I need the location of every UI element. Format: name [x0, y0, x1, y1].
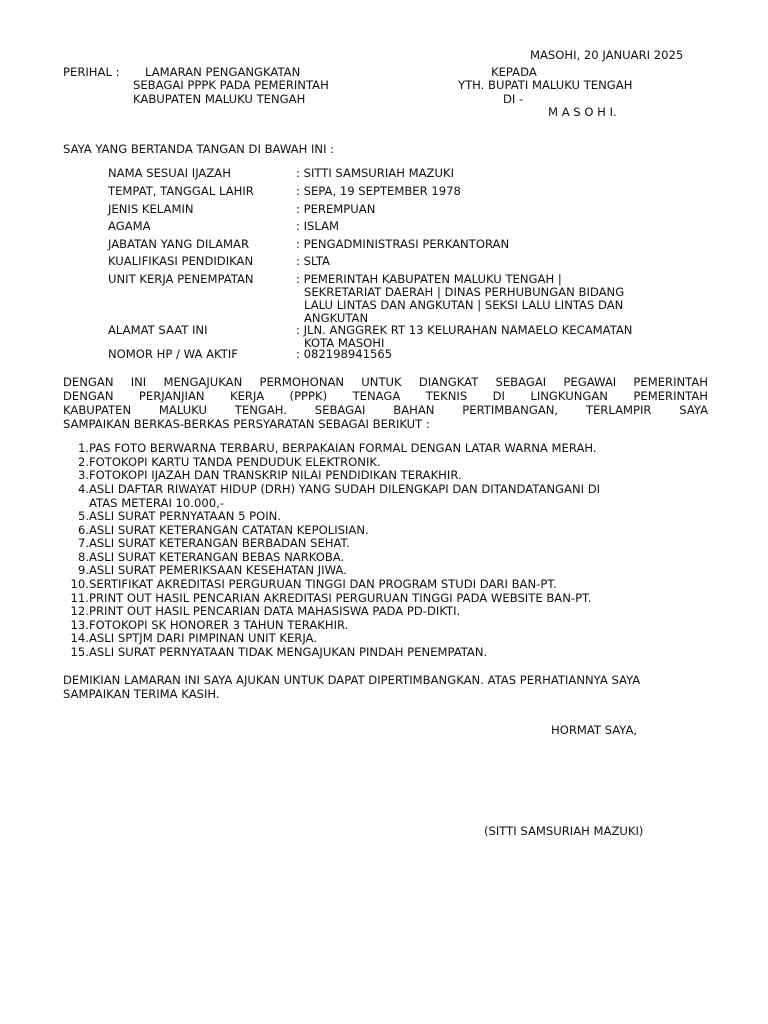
list-item: 2. FOTOKOPI KARTU TANDA PENDUDUK ELEKTRONIK.: [77, 454, 381, 469]
field-value: : PENGADMINISTRASI PERKANTORAN: [296, 237, 510, 251]
field-value: : SITTI SAMSURIAH MAZUKI: [296, 166, 454, 180]
list-item: 7. ASLI SURAT KETERANGAN BERBADAN SEHAT.: [77, 536, 350, 551]
list-item: 12. PRINT OUT HASIL PENCARIAN DATA MAHASISWA PADA PD-DIKTI.: [70, 604, 461, 619]
field-label: AGAMA: [108, 219, 151, 233]
list-item: 1. PAS FOTO BERWARNA TERBARU, BERPAKAIAN FORMAL DENGAN LATAR WARNA MERAH.: [77, 441, 597, 455]
field-label: NOMOR HP / WA AKTIF: [108, 347, 238, 361]
perihal-line-2: SEBAGAI PPPK PADA PEMERINTAH: [133, 78, 329, 92]
di-label: DI -: [503, 92, 524, 106]
field-label: KUALIFIKASI PENDIDIKAN: [108, 254, 254, 268]
field-value: : JLN. ANGGREK RT 13 KELURAHAN NAMAELO KECAMATAN KOTA MASOHI: [296, 323, 633, 350]
signature-name: (SITTI SAMSURIAH MAZUKI): [484, 824, 644, 838]
closing-line-2: SAMPAIKAN TERIMA KASIH.: [63, 687, 220, 701]
list-item: 10. SERTIFIKAT AKREDITASI PERGURUAN TINGGI DAN PROGRAM STUDI DARI BAN-PT.: [70, 576, 557, 591]
field-label: UNIT KERJA PENEMPATAN: [108, 272, 254, 286]
field-value: : SLTA: [296, 254, 330, 268]
field-value: : 082198941565: [296, 347, 393, 361]
perihal-label: PERIHAL :: [63, 65, 120, 79]
field-label: ALAMAT SAAT INI: [108, 323, 208, 337]
closing-line-1: DEMIKIAN LAMARAN INI SAYA AJUKAN UNTUK DAPAT DIPERTIMBANGKAN. ATAS PERHATIANNYA SAYA: [63, 673, 641, 687]
field-value: : PEMERINTAH KABUPATEN MALUKU TENGAH | SEKRETARIAT DAERAH | DINAS PERHUBUNGAN BIDANG LALU LINTAS DAN ANGKUTAN | SEKSI LALU LINTAS DAN ANGKUTAN: [296, 272, 625, 325]
list-item: 13. FOTOKOPI SK HONORER 3 TAHUN TERAKHIR.: [70, 617, 349, 632]
list-item: 4. ASLI DAFTAR RIWAYAT HIDUP (DRH) YANG SUDAH DILENGKAPI DAN DITANDATANGANI DI ATAS METERAI 10.000,-: [77, 481, 601, 510]
field-label: NAMA SESUAI IJAZAH: [108, 166, 231, 180]
intro-line: SAYA YANG BERTANDA TANGAN DI BAWAH INI :: [63, 142, 335, 156]
list-item: 8. ASLI SURAT KETERANGAN BEBAS NARKOBA.: [77, 549, 345, 564]
recipient-city: M A S O H I.: [548, 105, 617, 119]
signature-greeting: HORMAT SAYA,: [551, 723, 638, 737]
requirements-list: [63, 441, 713, 659]
perihal-line-1: LAMARAN PENGANGKATAN: [145, 65, 301, 79]
perihal-line-3: KABUPATEN MALUKU TENGAH: [133, 92, 306, 106]
field-value: : ISLAM: [296, 219, 340, 233]
list-item: 6. ASLI SURAT KETERANGAN CATATAN KEPOLISIAN.: [77, 522, 369, 537]
field-value: : PEREMPUAN: [296, 202, 376, 216]
list-item: 5. ASLI SURAT PERNYATAAN 5 POIN.: [77, 508, 282, 523]
field-value: : SEPA, 19 SEPTEMBER 1978: [296, 184, 461, 198]
list-item: 14. ASLI SPTJM DARI PIMPINAN UNIT KERJA.: [70, 631, 317, 646]
list-item: 3. FOTOKOPI IJAZAH DAN TRANSKRIP NILAI PENDIDIKAN TERAKHIR.: [77, 468, 462, 483]
body-paragraph: DENGAN INI MENGAJUKAN PERMOHONAN UNTUK DIANGKAT SEBAGAI PEGAWAI PEMERINTAH DENGAN PERJANJIAN KERJA (PPPK) TENAGA TEKNIS DI LINGKUNGAN PEMERINTAH KABUPATEN MALUKU TENGAH. SEBAGAI BAHAN PERTIMBANGAN, TERLAMPIR SAYA SAMPAIKAN BERKAS-BERKAS PERSYARATAN SEBAGAI BERIKUT :: [63, 375, 708, 431]
recipient: YTH. BUPATI MALUKU TENGAH: [458, 78, 633, 92]
field-label: JABATAN YANG DILAMAR: [108, 237, 250, 251]
letter-date: MASOHI, 20 JANUARI 2025: [530, 48, 684, 62]
list-item: 15. ASLI SURAT PERNYATAAN TIDAK MENGAJUKAN PINDAH PENEMPATAN.: [70, 644, 488, 659]
field-label: JENIS KELAMIN: [108, 202, 194, 216]
field-label: TEMPAT, TANGGAL LAHIR: [108, 184, 254, 198]
list-item: 11. PRINT OUT HASIL PENCARIAN AKREDITASI PERGURUAN TINGGI PADA WEBSITE BAN-PT.: [70, 590, 592, 605]
kepada-label: KEPADA: [491, 65, 537, 79]
list-item: 9. ASLI SURAT PEMERIKSAAN KESEHATAN JIWA.: [77, 563, 347, 578]
